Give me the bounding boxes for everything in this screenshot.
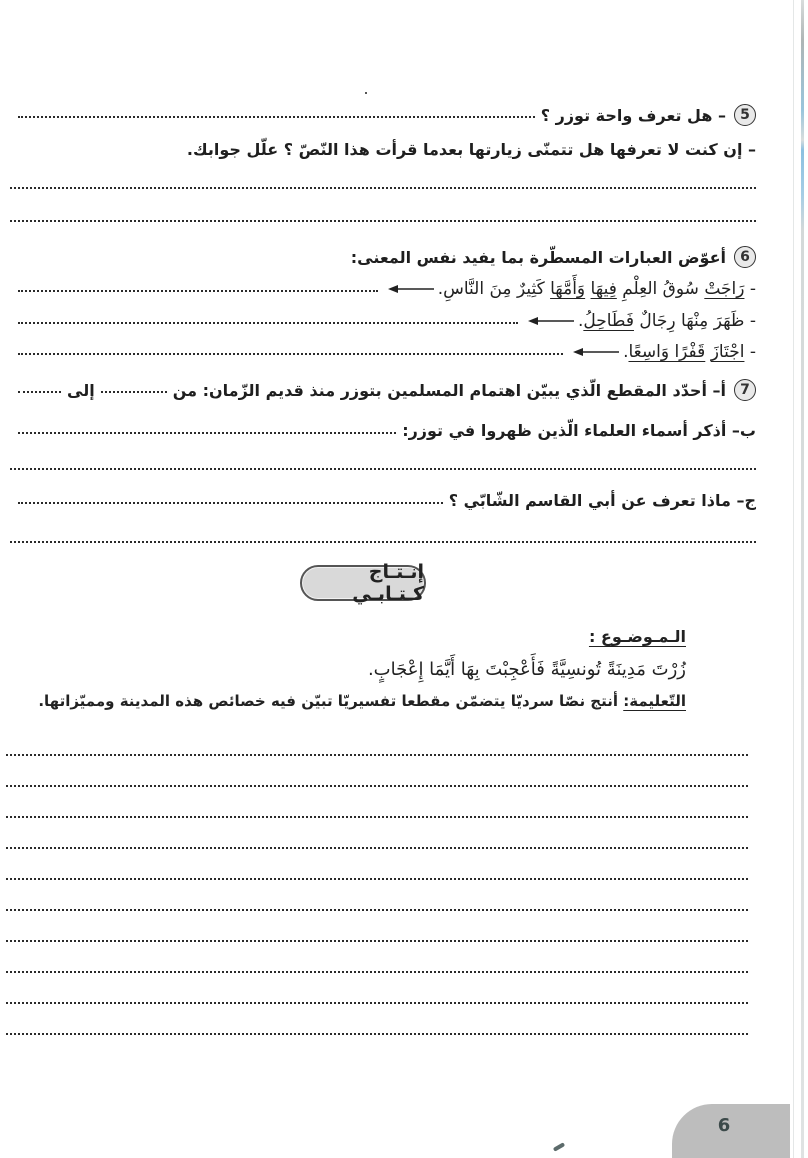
q6-item-2 xyxy=(12,311,756,331)
page-number-tab xyxy=(672,1104,790,1158)
q6-instruction-row xyxy=(12,246,756,268)
instruction-row xyxy=(38,692,686,710)
writing-line-8[interactable] xyxy=(6,971,748,973)
q7-b-answer-field[interactable] xyxy=(18,432,396,434)
plain-phrase: . xyxy=(623,342,629,362)
underlined-phrase: اجْتَازَ xyxy=(710,342,745,362)
writing-line-4[interactable] xyxy=(6,847,748,849)
scan-mark xyxy=(553,1142,565,1151)
q6-item-2-sentence xyxy=(578,311,756,331)
underlined-phrase: رَاجَتْ xyxy=(704,279,745,299)
writing-line-7[interactable] xyxy=(6,940,748,942)
q6-item-1-sentence xyxy=(438,279,756,299)
writing-line-6[interactable] xyxy=(6,909,748,911)
q6-item-1-answer-field[interactable] xyxy=(18,290,378,292)
q5-followup-row xyxy=(12,140,756,159)
plain-phrase: كَثِيرٌ مِنَ النَّاسِ. xyxy=(437,279,551,299)
q7-a-from-field[interactable] xyxy=(101,391,167,393)
q7-c-row xyxy=(12,491,756,510)
underlined-phrase: قَفْرًا وَاسِعًا xyxy=(628,342,706,362)
q7-a-row xyxy=(12,379,756,401)
page-number: 6 xyxy=(717,1114,731,1136)
q7-c-answer-line-2[interactable] xyxy=(10,541,756,543)
q7-number-badge: 7 xyxy=(734,379,756,401)
plain-phrase: سُوقُ العِلْمِ xyxy=(616,279,705,299)
underlined-phrase: وَأَمَّهَا xyxy=(550,279,586,299)
scan-speck xyxy=(365,92,367,94)
item-prefix: - xyxy=(744,311,756,331)
q5-number-badge: 5 xyxy=(734,104,756,126)
instruction-label: التّعليمة: xyxy=(623,692,686,710)
q5-answer-field[interactable] xyxy=(18,116,535,118)
q7-b-row xyxy=(12,421,756,440)
q5-followup-text: – إن كنت لا تعرفها هل تتمنّى زيارتها بعدما قرأت هذا النّصّ ؟ علّل جوابك. xyxy=(186,140,756,159)
writing-line-10[interactable] xyxy=(6,1033,748,1035)
instruction-text: أنتج نصّا سرديّا يتضمّن مقطعا تفسيريّا تبيّن فيه خصائص هذه المدينة ومميّزاتها. xyxy=(38,692,624,710)
q6-instruction-text: أعوّض العبارات المسطّرة بما يفيد نفس المعنى: xyxy=(350,247,726,267)
arrow-left-icon xyxy=(573,347,619,357)
arrow-left-icon xyxy=(528,316,574,326)
plain-phrase: ظَهَرَ مِنْهَا رِجَالٌ xyxy=(633,311,745,331)
q7-a-to-field[interactable] xyxy=(18,391,61,393)
q7-a-text: أ– أحدّد المقطع الّذي يبيّن اهتمام المسلمين بتوزر منذ قديم الزّمان: من xyxy=(172,380,726,400)
q6-item-3-answer-field[interactable] xyxy=(18,353,563,355)
q7-b-text: ب– أذكر أسماء العلماء الّذين ظهروا في توزر: xyxy=(402,421,756,440)
writing-line-2[interactable] xyxy=(6,785,748,787)
q6-item-3-sentence xyxy=(623,342,756,362)
q6-number-badge: 6 xyxy=(734,246,756,268)
q5-answer-line-1[interactable] xyxy=(10,187,756,189)
topic-label: الـمـوضـوع : xyxy=(588,627,686,646)
q6-item-2-answer-field[interactable] xyxy=(18,322,518,324)
q6-item-1 xyxy=(12,279,756,299)
underlined-phrase: فِيهَا xyxy=(590,279,617,299)
plain-phrase: . xyxy=(577,311,584,331)
q7-b-answer-line-2[interactable] xyxy=(10,468,756,470)
writing-line-5[interactable] xyxy=(6,878,748,880)
page-binding-edge xyxy=(801,0,804,1158)
writing-line-9[interactable] xyxy=(6,1002,748,1004)
q7-c-answer-field[interactable] xyxy=(18,502,443,504)
q5-question-text: – هل تعرف واحة توزر ؟ xyxy=(540,105,726,125)
q7-a-to-label: إلى xyxy=(67,380,95,400)
q5-answer-line-2[interactable] xyxy=(10,220,756,222)
writing-line-1[interactable] xyxy=(6,754,748,756)
page-binding-edge-inner xyxy=(793,0,794,1158)
written-production-banner: إنـتـاج كـتـابـي xyxy=(300,565,426,601)
arrow-left-icon xyxy=(388,284,434,294)
writing-line-3[interactable] xyxy=(6,816,748,818)
q7-c-text: ج– ماذا تعرف عن أبي القاسم الشّابّي ؟ xyxy=(448,491,756,510)
item-prefix: - xyxy=(744,279,756,299)
item-prefix: - xyxy=(744,342,756,362)
topic-text: زُرْتَ مَدِينَةً تُونسِيَّةً فَأَعْجِبْتَ بِهَا أَيَّمَا إِعْجَابٍ. xyxy=(367,659,686,680)
underlined-phrase: فَطَاحِلُ xyxy=(583,311,634,331)
q5-question-row xyxy=(12,104,756,126)
q6-item-3 xyxy=(12,342,756,362)
